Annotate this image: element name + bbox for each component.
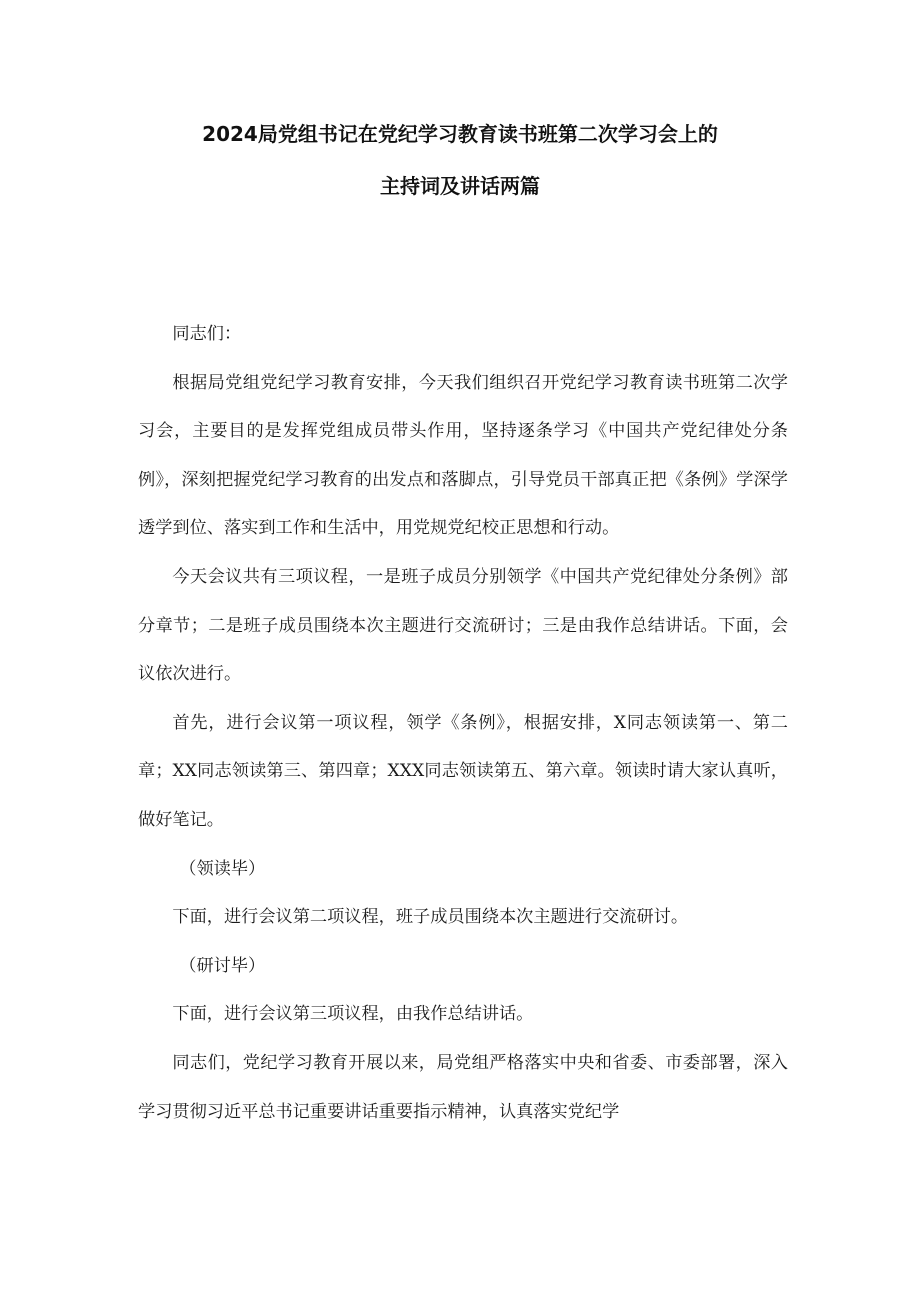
body-paragraph: 今天会议共有三项议程，一是班子成员分别领学《中国共产党纪律处分条例》部分章节；二是班子成员围绕本次主题进行交流研讨；三是由我作总结讲话。下面，会议依次进行。	[138, 566, 788, 685]
document-title-line-1: 2024局党组书记在党纪学习教育读书班第二次学习会上的	[202, 122, 718, 146]
greeting-paragraph: 同志们：	[172, 324, 242, 344]
body-paragraph: 根据局党组党纪学习教育安排，今天我们组织召开党纪学习教育读书班第二次学习会，主要目的是发挥党组成员带头作用，坚持逐条学习《中国共产党纪律处分条例》，深刻把握党纪学习教育的出发点和落脚点，引导党员干部真正把《条例》学深学透学到位、落实到工作和生活中，用党规党纪校正思想和行动。	[138, 372, 788, 539]
document-title-line-2: 主持词及讲话两篇	[380, 174, 540, 198]
body-paragraph: 下面，进行会议第二项议程，班子成员围绕本次主题进行交流研讨。	[172, 907, 689, 928]
body-paragraph: 首先，进行会议第一项议程，领学《条例》，根据安排，X同志领读第一、第二章；XX同志领读第三、第四章；XXX同志领读第五、第六章。领读时请大家认真听，做好笔记。	[138, 712, 788, 830]
document-body	[138, 310, 788, 1136]
stage-note: （领读毕）	[179, 858, 266, 879]
body-paragraph: 同志们，党纪学习教育开展以来，局党组严格落实中央和省委、市委部署，深入学习贯彻习近平总书记重要讲话重要指示精神，认真落实党纪学	[138, 1052, 788, 1122]
body-paragraph: 下面，进行会议第三项议程，由我作总结讲话。	[172, 1004, 534, 1025]
stage-note: （研讨毕）	[179, 955, 266, 976]
